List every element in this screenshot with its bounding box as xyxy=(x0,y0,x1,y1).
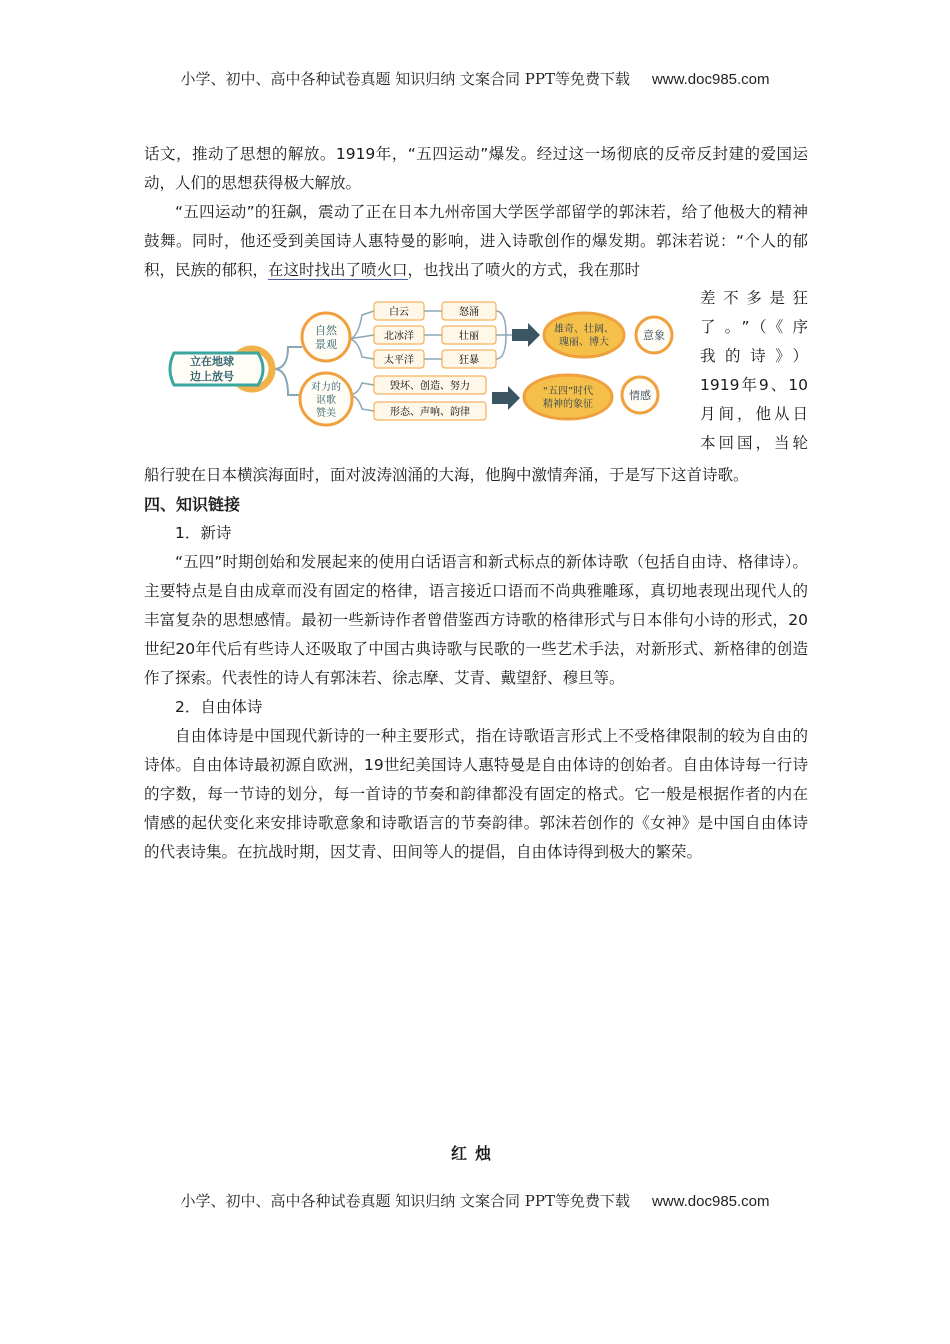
paragraph-2: “五四运动”的狂飙，震动了正在日本九州帝国大学医学部留学的郭沫若，给了他极大的精神鼓舞。同时，他还受到美国诗人惠特曼的影响，进入诗歌创作的爆发期。郭沫若说：“个人的郁积，民族的郁积，在这时找出了喷火口，也找出了喷火的方式，我在那时 xyxy=(144,203,808,279)
side-text: 差不多是狂 了。”（《序 我的诗》） 1919年9、10 月间，他从日 本回国，当轮 xyxy=(700,289,808,452)
quality-nuyong: 怒涌 xyxy=(459,307,479,318)
svg-text:雄奇、壮阔、: 雄奇、壮阔、 xyxy=(554,324,614,335)
item-destroy-create: 毁坏、创造、努力 xyxy=(390,381,470,392)
quality-kuangbao: 狂暴 xyxy=(459,355,479,366)
branch-nature xyxy=(302,313,350,361)
item-taipingyang: 太平洋 xyxy=(384,355,414,366)
section-heading: 四、知识链接 xyxy=(144,495,241,514)
poem-title: 红烛 xyxy=(450,1144,499,1163)
svg-text:精神的象征: 精神的象征 xyxy=(543,399,593,410)
item-form-sound: 形态、声响、韵律 xyxy=(390,407,470,418)
svg-text:讴歌: 讴歌 xyxy=(316,395,336,406)
paragraph-1: 话文，推动了思想的解放。1919年，“五四运动”爆发。经过这一场彻底的反帝反封建的爱国运动，人们的思想获得极大解放。 xyxy=(144,145,808,192)
svg-text:赞美: 赞美 xyxy=(316,408,336,419)
footer-text: 小学、初中、高中各种试卷真题 知识归纳 文案合同 PPT等免费下载 xyxy=(180,1192,630,1210)
arrow-icon xyxy=(512,323,540,347)
tag-qinggan: 情感 xyxy=(629,389,651,402)
svg-text:“五四”时代: “五四”时代 xyxy=(542,386,594,397)
header-url[interactable]: www.doc985.com xyxy=(651,71,770,88)
document-body xyxy=(144,140,808,867)
item-beibingyang: 北冰洋 xyxy=(384,331,414,342)
tag-yixiang: 意象 xyxy=(643,329,665,342)
arrow-icon xyxy=(492,386,520,410)
root-label-1: 立在地球 xyxy=(190,355,234,368)
nature-result xyxy=(544,313,672,357)
svg-text:对力的: 对力的 xyxy=(311,382,341,393)
poem-structure-diagram xyxy=(162,287,692,457)
branch-power xyxy=(300,373,352,425)
paragraph-free-verse: 自由体诗是中国现代新诗的一种主要形式，指在诗歌语言形式上不受格律限制的较为自由的诗体。自由体诗最初源自欧洲，19世纪美国诗人惠特曼是自由体诗的创始者。自由体诗每一行诗的字数，每一节诗的划分，每一首诗的节奏和韵律都没有固定的格式。它一般是根据作者的内在情感的起伏变化来安排诗歌意象和诗歌语言的节奏韵律。郭沫若创作的《女神》是中国自由体诗的代表诗集。在抗战时期，因艾青、田间等人的提倡，自由体诗得到极大的繁荣。 xyxy=(144,727,808,861)
subheading-1: 1．新诗 xyxy=(175,524,232,542)
root-node xyxy=(170,349,272,389)
svg-text:景观: 景观 xyxy=(315,338,337,351)
quality-zhuangli: 壮丽 xyxy=(459,331,479,342)
power-result xyxy=(524,375,658,419)
figure-block xyxy=(144,287,808,461)
power-items xyxy=(374,376,486,420)
subheading-2: 2．自由体诗 xyxy=(175,698,263,716)
page-header xyxy=(0,68,950,89)
svg-text:自然: 自然 xyxy=(315,324,337,337)
root-label-2: 边上放号 xyxy=(190,370,234,383)
item-baiyun: 白云 xyxy=(389,307,409,318)
svg-text:瑰丽、博大: 瑰丽、博大 xyxy=(559,337,609,348)
underlined-phrase: 在这时找出了喷火口 xyxy=(268,261,408,279)
page-footer xyxy=(0,1190,950,1211)
header-text: 小学、初中、高中各种试卷真题 知识归纳 文案合同 PPT等免费下载 xyxy=(180,70,630,88)
paragraph-new-poetry: “五四”时期创始和发展起来的使用白话语言和新式标点的新体诗歌（包括自由诗、格律诗）。主要特点是自由成章而没有固定的格律，语言接近口语而不尚典雅雕琢，真切地表现出现代人的丰富复杂的思想感情。最初一些新诗作者曾借鉴西方诗歌的格律形式与日本俳句小诗的形式，20世纪20年代后有些诗人还吸取了中国古典诗歌与民歌的一些艺术手法，对新形式、新格律的创造作了探索。代表性的诗人有郭沫若、徐志摩、艾青、戴望舒、穆旦等。 xyxy=(144,553,808,687)
paragraph-3: 船行驶在日本横滨海面时，面对波涛汹涌的大海，他胸中激情奔涌，于是写下这首诗歌。 xyxy=(144,466,749,484)
footer-url[interactable]: www.doc985.com xyxy=(651,1193,770,1210)
